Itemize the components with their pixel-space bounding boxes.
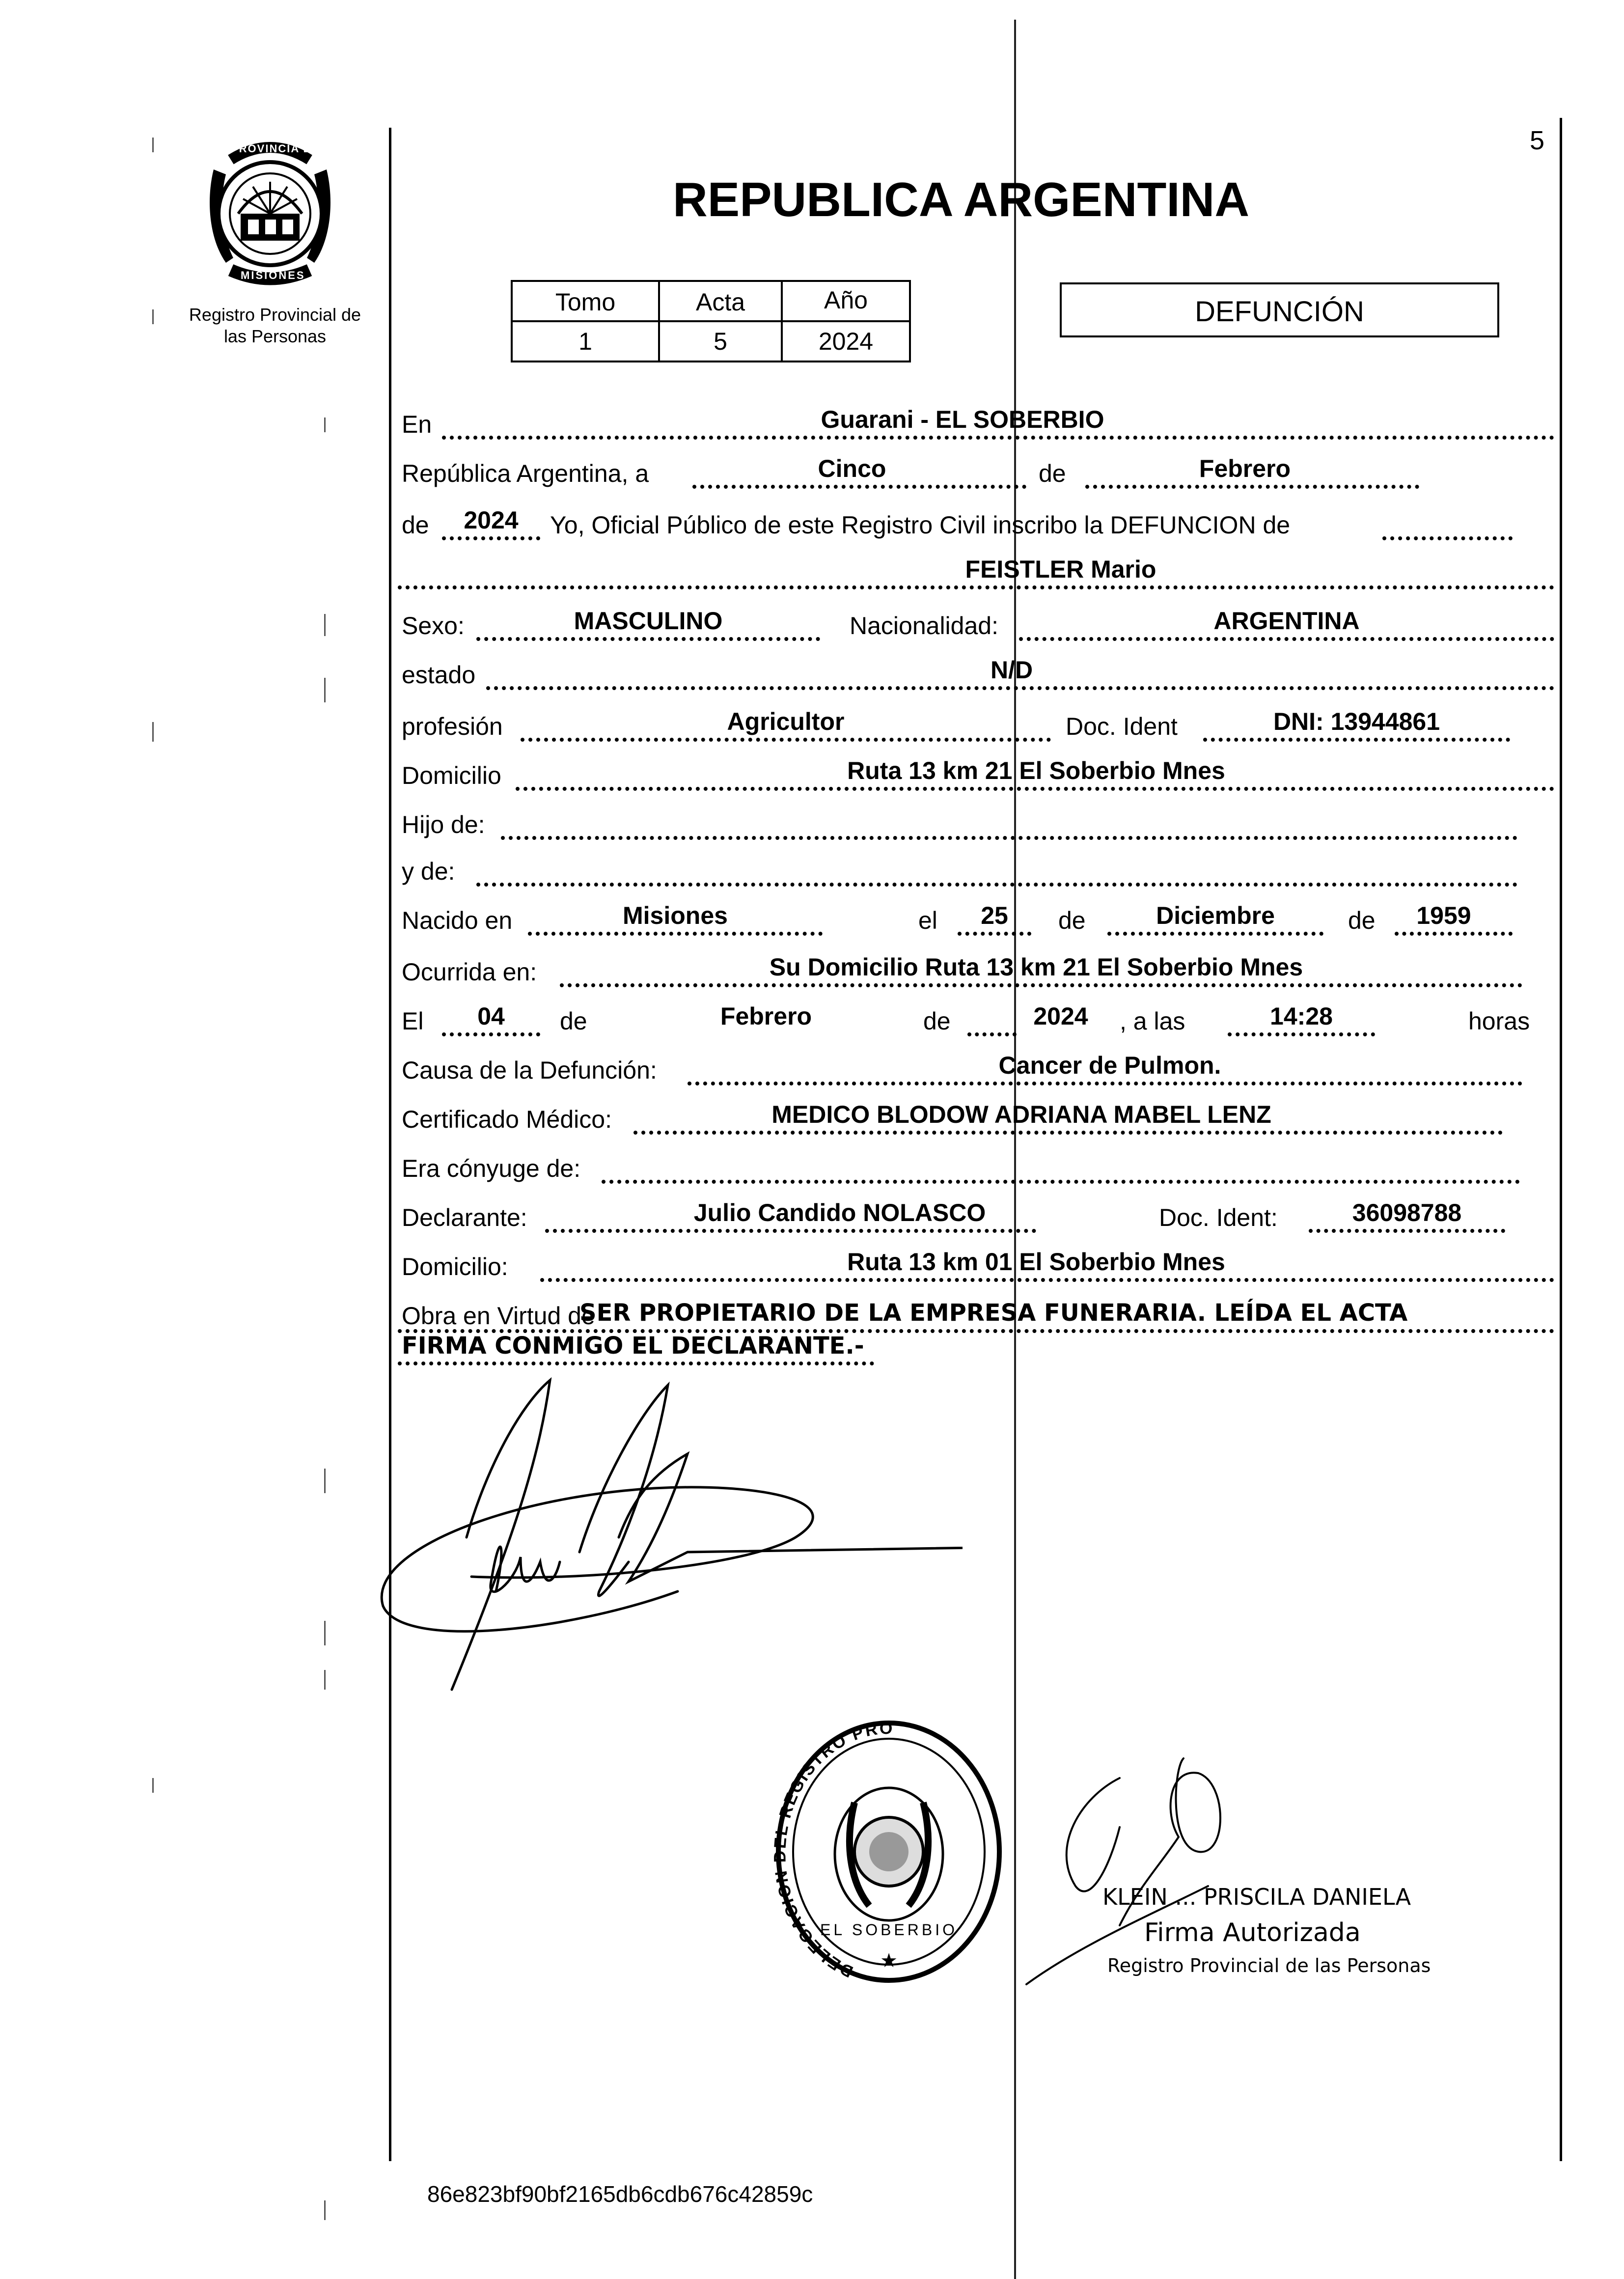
stamp-inner-text: EL SOBERBIO — [820, 1921, 958, 1939]
value-domicilio: Ruta 13 km 21 El Soberbio Mnes — [847, 757, 1225, 784]
row-conyuge — [398, 1149, 1557, 1189]
value-fall-mes: Febrero — [720, 1002, 812, 1030]
official-stamp — [771, 1714, 1007, 1989]
label-obra: Obra en Virtud de — [402, 1302, 595, 1330]
label-ocurrida: Ocurrida en: — [402, 958, 537, 986]
label-causa: Causa de la Defunción: — [402, 1056, 657, 1084]
value-domicilio-declarante: Ruta 13 km 01 El Soberbio Mnes — [847, 1248, 1225, 1276]
row-nombre — [398, 555, 1557, 594]
row-obra — [398, 1297, 1557, 1365]
table-header-tomo: Tomo — [555, 288, 616, 316]
value-causa: Cancer de Pulmon. — [998, 1052, 1221, 1079]
row-sexo — [398, 607, 1557, 646]
record-table — [511, 280, 911, 362]
value-ocurrida: Su Domicilio Ruta 13 km 21 El Soberbio Mnes — [769, 953, 1303, 981]
row-yde — [398, 852, 1557, 891]
row-nacido — [398, 901, 1557, 941]
value-hora: 14:28 — [1270, 1002, 1333, 1030]
left-margin-line — [389, 128, 391, 2161]
value-obra-line1: SER PROPIETARIO DE LA EMPRESA FUNERARIA. LEÍDA EL ACTA — [579, 1299, 1408, 1327]
row-domicilio-declarante — [398, 1248, 1557, 1287]
row-hijo — [398, 806, 1557, 845]
official-name: KLEIN ... PRISCILA DANIELA — [1102, 1884, 1411, 1910]
value-mes: Febrero — [1199, 455, 1291, 482]
right-margin-line — [1560, 118, 1562, 2161]
value-obra-line2: FIRMA CONMIGO EL DECLARANTE.- — [402, 1332, 864, 1360]
value-nacido-lugar: Misiones — [623, 902, 728, 929]
label-en: En — [402, 411, 432, 438]
stamp-ring-text: DELEGACION DEL REGISTRO PRO — [771, 1719, 894, 1981]
row-domicilio — [398, 756, 1557, 796]
record-type-box — [1060, 282, 1499, 337]
row-profesion — [398, 707, 1557, 747]
logo-text-bottom: MISIONES — [241, 269, 305, 281]
label-a-las: , a las — [1120, 1007, 1185, 1035]
label-domicilio: Domicilio — [402, 762, 501, 789]
label-y-de: y de: — [402, 858, 455, 885]
value-fall-anio: 2024 — [1033, 1002, 1088, 1030]
document-hash: 86e823bf90bf2165db6cdb676c42859c — [427, 2181, 813, 2207]
label-nacido: Nacido en — [402, 907, 513, 934]
page-title: REPUBLICA ARGENTINA — [673, 172, 1250, 226]
label-sexo: Sexo: — [402, 612, 465, 639]
value-nacionalidad: ARGENTINA — [1213, 607, 1360, 635]
label-hijo: Hijo de: — [402, 811, 485, 838]
row-causa — [398, 1051, 1557, 1090]
value-nacido-anio: 1959 — [1416, 902, 1471, 929]
row-en — [398, 405, 1557, 445]
label-doc-ident: Doc. Ident — [1066, 713, 1178, 740]
value-nacido-dia: 25 — [981, 902, 1008, 929]
declarant-signature — [373, 1375, 963, 1729]
label-el-dia: El — [402, 1007, 424, 1035]
label-certificado: Certificado Médico: — [402, 1106, 612, 1133]
table-value-anio: 2024 — [818, 328, 874, 355]
label-republica: República Argentina, a — [402, 460, 649, 487]
value-nombre: FEISTLER Mario — [965, 556, 1156, 583]
table-header-anio: Año — [824, 286, 868, 314]
value-anio: 2024 — [464, 506, 519, 534]
label-estado: estado — [402, 661, 476, 689]
value-doc-ident-declarante: 36098788 — [1352, 1199, 1462, 1226]
svg-text:★: ★ — [880, 1950, 898, 1972]
row-fallecimiento — [398, 1002, 1557, 1041]
label-horas: horas — [1468, 1007, 1530, 1035]
record-type-label: DEFUNCIÓN — [1195, 296, 1364, 328]
value-certificado: MEDICO BLODOW ADRIANA MABEL LENZ — [771, 1101, 1271, 1128]
logo-text-top: PROVINCIA DE — [231, 142, 321, 155]
value-declarante: Julio Candido NOLASCO — [693, 1199, 986, 1226]
official-org: Registro Provincial de las Personas — [1107, 1955, 1431, 1976]
label-declarante: Declarante: — [402, 1204, 527, 1231]
value-lugar: Guarani - EL SOBERBIO — [821, 406, 1104, 433]
label-nacionalidad: Nacionalidad: — [850, 612, 998, 639]
table-value-acta: 5 — [714, 328, 727, 355]
label-domicilio-declarante: Domicilio: — [402, 1253, 508, 1280]
label-de: de — [1039, 460, 1066, 487]
value-doc-ident: DNI: 13944861 — [1273, 708, 1440, 735]
value-profesion: Agricultor — [727, 708, 845, 735]
label-el: el — [918, 907, 937, 934]
province-seal-logo — [204, 140, 336, 287]
oficial-text: Yo, Oficial Público de este Registro Civil inscribo la DEFUNCION de — [550, 511, 1291, 539]
row-ocurrida — [398, 953, 1557, 992]
value-dia: Cinco — [818, 455, 886, 482]
page-number: 5 — [1530, 126, 1545, 155]
value-fall-dia: 04 — [477, 1002, 505, 1030]
row-certificado — [398, 1100, 1557, 1140]
label-de-fall-anio: de — [923, 1007, 951, 1035]
label-conyuge: Era cónyuge de: — [402, 1155, 581, 1182]
row-estado — [398, 656, 1557, 695]
value-estado: N/D — [990, 656, 1033, 684]
label-de-mes: de — [1058, 907, 1086, 934]
table-header-acta: Acta — [695, 288, 745, 316]
value-sexo: MASCULINO — [574, 607, 723, 635]
label-de-fall-mes: de — [560, 1007, 587, 1035]
label-de-anio-nac: de — [1348, 907, 1376, 934]
row-declarante — [398, 1198, 1557, 1238]
official-role: Firma Autorizada — [1144, 1918, 1361, 1947]
row-oficial — [398, 506, 1557, 545]
registry-name-line2: las Personas — [223, 326, 327, 346]
label-profesion: profesión — [402, 713, 503, 740]
table-value-tomo: 1 — [578, 328, 592, 355]
label-de-anio: de — [402, 511, 429, 539]
label-doc-ident-declarante: Doc. Ident: — [1159, 1204, 1278, 1231]
row-fecha — [398, 454, 1557, 494]
value-nacido-mes: Diciembre — [1156, 902, 1275, 929]
registry-name-line1: Registro Provincial de — [189, 305, 361, 325]
